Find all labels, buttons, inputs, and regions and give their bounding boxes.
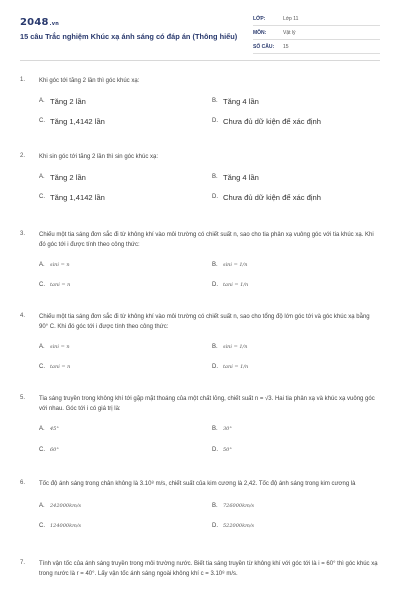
option-c[interactable] (39, 193, 212, 202)
option-grid (39, 173, 380, 202)
option-letter: B. (212, 98, 218, 105)
option-formula: tani = n (50, 364, 71, 371)
option-formula: 60° (50, 447, 59, 454)
question-number: 1. (20, 77, 26, 83)
header-divider (20, 60, 380, 61)
option-d[interactable] (212, 523, 380, 529)
meta-label: LỚP: (253, 15, 266, 22)
meta-label: MÔN: (253, 29, 267, 36)
option-c[interactable] (39, 364, 212, 370)
option-a[interactable] (39, 503, 212, 509)
option-grid (39, 426, 380, 453)
option-letter: D. (212, 282, 218, 289)
document-meta-panel (253, 12, 380, 54)
option-letter: C. (39, 447, 45, 454)
question-text: Khi góc tới tăng 2 lần thì góc khúc xạ: (39, 78, 140, 84)
option-letter: A. (39, 344, 45, 351)
option-letter: C. (39, 282, 45, 289)
question-number: 5. (20, 395, 26, 401)
meta-value: Vật lý (283, 29, 296, 36)
option-b[interactable] (212, 426, 380, 432)
question-number: 2. (20, 153, 26, 159)
option-text: Tăng 1,4142 lần (50, 116, 105, 126)
option-letter: D. (212, 447, 218, 454)
option-a[interactable] (39, 97, 212, 106)
option-a[interactable] (39, 262, 212, 268)
option-formula: 30° (223, 426, 232, 433)
option-formula: tani = 1/n (223, 282, 249, 289)
option-text: Tăng 1,4142 lần (50, 192, 105, 202)
meta-label: SỐ CÂU: (253, 43, 275, 50)
option-b[interactable] (212, 503, 380, 509)
question-5 (20, 395, 380, 480)
option-letter: B. (212, 502, 218, 509)
option-text: Chưa đủ dữ kiện để xác định (223, 192, 321, 202)
option-formula: sini = n (50, 262, 70, 269)
question-4 (20, 313, 380, 395)
option-text: Tăng 4 lần (223, 172, 259, 182)
question-2 (20, 153, 380, 231)
meta-value: 15 (283, 43, 289, 50)
option-grid (39, 262, 380, 288)
option-letter: A. (39, 174, 45, 181)
logo-suffix-text: .vn (49, 21, 59, 27)
question-number: 3. (20, 231, 26, 237)
option-formula: 45° (50, 426, 59, 433)
logo-main-text: 2048 (20, 17, 49, 28)
question-number: 4. (20, 313, 26, 319)
option-letter: A. (39, 502, 45, 509)
option-formula: tani = 1/n (223, 364, 249, 371)
option-formula: 726000km/s (223, 502, 255, 509)
option-grid (39, 344, 380, 370)
option-c[interactable] (39, 447, 212, 453)
document-title: 15 câu Trắc nghiệm Khúc xạ ánh sáng có đáp án (Thông hiểu) (20, 32, 238, 41)
question-text: Tia sáng truyền trong không khí tới gặp mặt thoáng của một chất lỏng, chiết suất n = √3. Hai tia phản xạ và khúc xạ vuông góc với nhau. Góc tới i có giá trị là: (39, 396, 375, 412)
option-letter: D. (212, 364, 218, 371)
option-letter: C. (39, 522, 45, 529)
option-letter: B. (212, 426, 218, 433)
option-formula: 124000km/s (50, 522, 82, 529)
option-letter: C. (39, 194, 45, 201)
question-1 (20, 77, 380, 153)
option-d[interactable] (212, 447, 380, 453)
question-7 (20, 560, 380, 579)
option-letter: A. (39, 98, 45, 105)
option-c[interactable] (39, 523, 212, 529)
question-text: Khi sin góc tới tăng 2 lần thì sin góc khúc xạ: (39, 154, 159, 160)
meta-row-count (253, 40, 380, 54)
option-text: Chưa đủ dữ kiện để xác định (223, 116, 321, 126)
option-b[interactable] (212, 344, 380, 350)
option-formula: 242000km/s (50, 502, 82, 509)
option-letter: D. (212, 118, 218, 125)
meta-row-class (253, 12, 380, 26)
option-letter: C. (39, 364, 45, 371)
meta-value: Lớp 11 (283, 15, 299, 22)
option-formula: sini = 1/n (223, 262, 248, 269)
option-a[interactable] (39, 344, 212, 350)
option-letter: D. (212, 194, 218, 201)
option-grid (39, 503, 380, 529)
option-b[interactable] (212, 173, 380, 182)
option-d[interactable] (212, 364, 380, 370)
option-c[interactable] (39, 117, 212, 126)
option-grid (39, 97, 380, 126)
question-text: Tính vận tốc của ánh sáng truyền trong môi trường nước. Biết tia sáng truyền từ không khí với góc tới là i = 60° thì góc khúc xạ trong nước là r = 40°. Lấy vận tốc ánh sáng ngoài không khí c = 3.10⁸ m/s. (39, 561, 378, 577)
question-6 (20, 480, 380, 560)
option-letter: D. (212, 522, 218, 529)
meta-row-subject (253, 26, 380, 40)
option-formula: sini = 1/n (223, 344, 248, 351)
question-number: 7. (20, 560, 26, 566)
option-letter: A. (39, 262, 45, 269)
question-list (20, 77, 380, 579)
option-text: Tăng 4 lần (223, 96, 259, 106)
option-b[interactable] (212, 97, 380, 106)
option-letter: B. (212, 174, 218, 181)
option-letter: C. (39, 118, 45, 125)
option-text: Tăng 2 lần (50, 96, 86, 106)
option-a[interactable] (39, 426, 212, 432)
option-formula: tani = n (50, 282, 71, 289)
option-c[interactable] (39, 282, 212, 288)
option-letter: A. (39, 426, 45, 433)
option-formula: 50° (223, 447, 232, 454)
site-logo[interactable] (20, 17, 59, 28)
option-letter: B. (212, 262, 218, 269)
question-3 (20, 231, 380, 313)
option-d[interactable] (212, 282, 380, 288)
option-d[interactable] (212, 193, 380, 202)
question-text: Chiếu một tia sáng đơn sắc đi từ không khí vào môi trường có chiết suất n, sao cho tổng độ lớn góc tới và góc khúc xạ bằng 90° C. Khi đó góc tới i được tính theo công thức: (39, 314, 370, 330)
question-number: 6. (20, 480, 26, 486)
option-text: Tăng 2 lần (50, 172, 86, 182)
question-text: Tốc độ ánh sáng trong chân không là 3.10⁸ m/s, chiết suất của kim cương là 2,42. Tốc độ ánh sáng trong kim cương là (39, 481, 356, 487)
option-d[interactable] (212, 117, 380, 126)
option-formula: sini = n (50, 344, 70, 351)
option-letter: B. (212, 344, 218, 351)
option-formula: 522000km/s (223, 522, 255, 529)
option-b[interactable] (212, 262, 380, 268)
question-text: Chiếu một tia sáng đơn sắc đi từ không khí vào môi trường có chiết suất n, sao cho tia phản xạ vuông góc với tia khúc xạ. Khi đó góc tới i được tính theo công thức: (39, 232, 374, 248)
option-a[interactable] (39, 173, 212, 182)
